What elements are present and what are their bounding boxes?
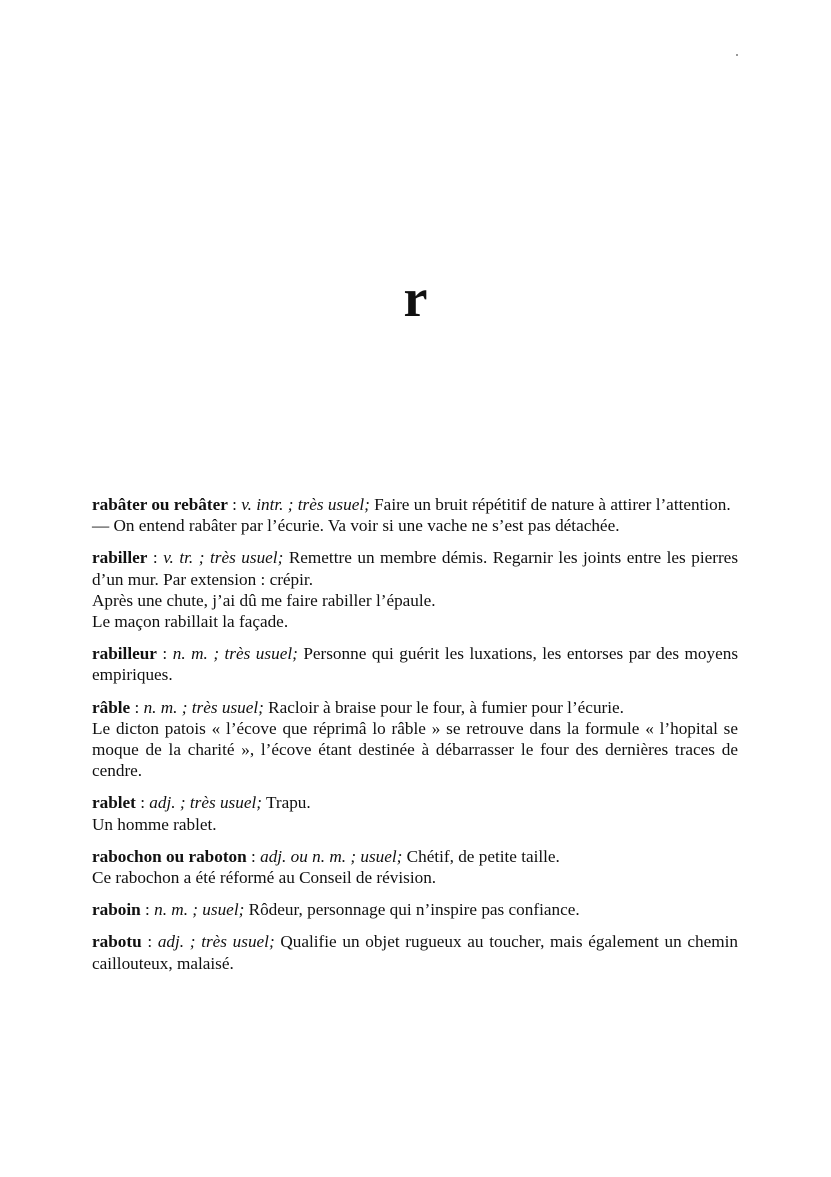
- entry-definition-line: [92, 494, 738, 515]
- entry-separator: :: [246, 846, 261, 866]
- entry-definition-line: [92, 697, 738, 718]
- entry-example: Un homme rablet.: [92, 814, 217, 834]
- entry-definition-line: [92, 643, 738, 685]
- entry-definition: Racloir à braise pour le four, à fumier pour l’écurie.: [263, 697, 624, 717]
- entry-headword: rabâter ou rebâter: [92, 495, 228, 514]
- entry-headword: rablet: [92, 793, 136, 813]
- dictionary-entry: [92, 931, 738, 973]
- entry-definition: Rôdeur, personnage qui n’inspire pas confiance.: [244, 900, 580, 920]
- entry-separator: :: [147, 548, 164, 568]
- entry-definition-line: [92, 792, 738, 813]
- entry-headword: rabiller: [92, 548, 148, 568]
- entry-separator: :: [140, 900, 155, 920]
- entry-headword: raboin: [92, 900, 141, 920]
- entry-example: Ce rabochon a été réformé au Conseil de révision.: [92, 868, 437, 888]
- entry-definition-line: [92, 931, 738, 973]
- dictionary-entry: [92, 547, 738, 632]
- entry-headword: rabotu: [92, 932, 142, 952]
- dictionary-entry: [92, 643, 738, 685]
- entry-headword: râble: [92, 697, 131, 717]
- entry-definition: Remettre un membre démis. Regarnir les joints entre les pierres d’un mur. Par extension : crépir.: [92, 548, 739, 589]
- entry-grammar: v. tr. ; très usuel;: [163, 548, 284, 568]
- entry-separator: :: [141, 932, 158, 952]
- dictionary-entry: [92, 494, 738, 536]
- entry-grammar: n. m. ; très usuel;: [172, 644, 298, 664]
- section-letter: r: [403, 268, 428, 328]
- entry-grammar: n. m. ; usuel;: [154, 900, 245, 920]
- entry-definition-line: [92, 547, 738, 589]
- entry-example: Après une chute, j’ai dû me faire rabiller l’épaule.: [92, 590, 436, 610]
- entry-separator: :: [227, 495, 242, 514]
- entry-separator: :: [156, 644, 173, 664]
- entry-grammar: adj. ; très usuel;: [149, 793, 262, 813]
- dictionary-entry: [92, 899, 738, 920]
- entry-grammar: adj. ; très usuel;: [157, 932, 275, 952]
- entry-definition-line: [92, 846, 738, 867]
- entry-definition: Qualifie un objet rugueux au toucher, mais également un chemin caillouteux, malaisé.: [92, 932, 738, 973]
- entry-definition: Chétif, de petite taille.: [402, 846, 560, 866]
- entry-definition: Faire un bruit répétitif de nature à attirer l’attention.: [369, 495, 731, 514]
- entry-grammar: v. intr. ; très usuel;: [241, 495, 370, 514]
- entry-definition: Personne qui guérit les luxations, les entorses par des moyens empiriques.: [92, 644, 739, 685]
- entry-grammar: n. m. ; très usuel;: [143, 697, 264, 717]
- page-mark: [736, 54, 738, 56]
- dictionary-entry: [92, 846, 738, 888]
- entry-definition: Trapu.: [261, 793, 311, 813]
- entry-headword: rabochon ou raboton: [92, 846, 247, 866]
- dictionary-entry: [92, 697, 738, 782]
- entry-example: Le dicton patois « l’écove que réprimâ lo râble » se retrouve dans la formule « l’hopital se moque de la charité », l’écove étant destinée à débarrasser le four des dernières traces de cendre.: [92, 718, 738, 781]
- entry-example: Le maçon rabillait la façade.: [92, 612, 289, 632]
- entry-example: — On entend rabâter par l’écurie. Va voir si une vache ne s’est pas détachée.: [92, 516, 620, 536]
- entry-headword: rabilleur: [92, 644, 157, 664]
- entry-grammar: adj. ou n. m. ; usuel;: [260, 846, 403, 866]
- entry-definition-line: [92, 899, 738, 920]
- entry-separator: :: [135, 793, 150, 813]
- dictionary-entry: [92, 792, 738, 834]
- entry-separator: :: [130, 697, 144, 717]
- dictionary-entries: [92, 494, 738, 985]
